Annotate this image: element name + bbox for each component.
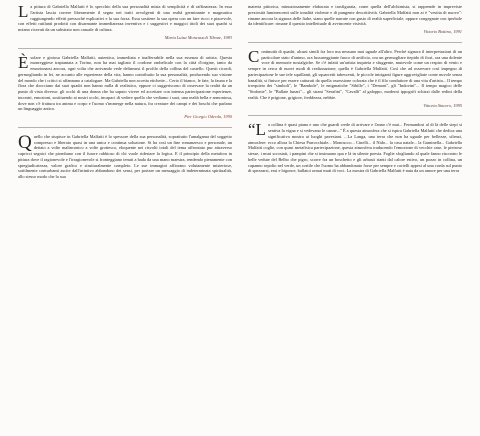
drop-cap: È — [18, 52, 29, 72]
paragraph-text: ontinuità di quadri, alcuni simili fra loro ma nessuno mai uguale all'altro. Perché signora il interpretazioni di un particolare stato d'animo, ora lussureggiante fuoco di artificio, ora un germogliare tiepido di fiori, ora una dolente voce di memorie nostalgiche. Se c'è infatti un'artista inquieta e sfuggente, mutevole come un respiro di vento e sempre in cerca di nuovi modi di realizzazione, quella è Gabriella Malfatti. Così che ad osservare così impegno di partecipazione le sue tele squillanti, gli squarcetti tabescenti, le piccole intriganti figure aggrovigliate come nuvole senza banalità, si finisce per essere catturati da quella ossessione colorata che è il filo conduttore di una vita d'artista... Il tempo irrequieto dei "simboli", le "Bambole", le enigmatiche "Sibille", i "Demoni", gli "Indovini"... Il tempo magico delle "Sinfonie", le "Ballate lunari"... gli strani "Serafini", "Cavalli" al galoppo, moderni ippogrifi schizzi dalle redini della realtà. Che è prigione, grigiore, freddezza, nebbie. — [248, 48, 462, 100]
left-column — [18, 4, 232, 187]
right-column — [248, 4, 462, 181]
drop-cap: Q — [18, 131, 32, 153]
paragraph — [18, 131, 232, 180]
paragraph — [248, 122, 462, 174]
text-section-4 — [248, 4, 462, 35]
author-signature: Vittoria Sincero, 1995 — [423, 102, 462, 108]
drop-cap: L — [18, 2, 29, 21]
paragraph — [248, 4, 462, 27]
divider — [18, 48, 232, 49]
author-signature: Maria Luisa Moncassoli Tibone, 1983 — [164, 34, 232, 40]
author-signature: Vittorio Bottino, 1991 — [423, 29, 462, 34]
paragraph-text: a pittura di Gabriella Malfatti è lo specchio della sua personalità mista di semplicità e di raffinatezza. In essa l'artista lascia correre liberamente il segno nei tratti avvolgenti di una realtà germinante e magmatica raggiungendo effetti pressoché esplicativi e la sua forza. Essa sostiene la sua opera con un fare ricco e piacevole, con effetti rutilanti prodotti con disarmante immediatezza inventiva e i suggestivi e maggici titoli dei suoi quadri si notano ricavati da un substrato non casuale di cultura. — [18, 4, 232, 32]
paragraph-text: uello che stupisce in Gabriella Malfatti è lo spessore della sua personalità, soprattutto l'amalgama del soggetto compresso e liberato quasi in una unica e continua soluzione. Si ha così un fine romanzesco e personale, un dettato a volte malinconico a volte grottesco, eloquente nei risvolti totali del tema affrontato pur attraverso capricci segnici che piombano con il furore rabbioso di chi vuole ridestare la logica. E il principio della metafora in pittura dove il ragionevole e l'irragionevole si fronteggiano tenuti a bada da una mano maestra, rendendo pienamente con spregiudicatezza, valore grafico e strutturalmente completo. Le sue immagini affiorano volutamente misteriose, sottilmente conturbanti ascite dall'istintivo abbandono dei sensi, per portare un messaggio di indeterminata spiritualità, allo stesso modo che la sua — [18, 133, 232, 179]
text-section-5 — [248, 46, 462, 109]
text-section-1 — [18, 4, 232, 41]
paragraph — [18, 52, 232, 113]
paragraph-text: solare e gioiosa Gabriella Malfatti, autentica, immediata e inafferrabile nella sua essenza di artista. Questa monreggiese trapiantata a Torino, non ha mai tagliato il cordone ombelicale con la città d'origine, tanto da emozionarsi ancora, ogni volta che arrivando vede delinearsi il profilo della collina del castello. Questi ricordi, germogliando in lei, ne accanto alle esperienze della vita, hanno contribuito la sua personalità, producendo suo visione del mondo che i critici si affannano a catalogare. Ma Gabriella non accetta etichette... Certo il bianco, le fate, la fauna e la flora che sbocciano dai suoi quadri non hanno nulla di realistico, eppure ci suggeriscono di osservare la realtà da un punto di vista diverso: gli occhi di una donna che ha saputo vivere ed accettare con intensa partecipazione esperienze, incontri, emozioni, sostituendo ai nostri occhi, incapaci di vedere quello che vediamo i suoi, una realtà bella e armoniosa, dove non c'è frattura tra anima e corpo e l'uomo s'immerge nella natura, fra creature dei campi e dei boschi che parlano un linguaggio antico. — [18, 54, 232, 112]
text-section-2 — [18, 52, 232, 120]
divider — [248, 42, 462, 43]
divider — [18, 127, 232, 128]
divider — [248, 115, 462, 116]
paragraph — [18, 4, 232, 33]
drop-cap: C — [248, 46, 260, 66]
paragraph-text: a collina è quasi piana e uno che guardi crede di arrivare e l'anno c'è mai... Fermandosi al di là delle siepi si sentiva la vigna e si vedevano le canne..." È a questa atmosfera che si ispira Gabriella Malfatti che dedica una significativa mostra ai luoghi pavesiani. ...La Langa, una terra che non ha uguale per bellezze, silenzi, atmosfere: ecco allora la Chiesa Parrocchiale... Moncucco... Cinelli... il Nido... la casa natale... la Gaminella... Gabriella Malfatti coglie, con quasi metafisica partecipazione, questa atmosfera traducendo l'emozione di vecchie case, le pietrose stesse, i muri scrostati, i pampini che si insinuano qua e là in silente poesia. Foglie sfogliando al quale fanno riscontro le belle vedute del Belbo che pigro, scorre fra un boschetto e gli arbusti rianti dal calore estivo, un pozzo in collina, un capanno sepolto nel verde, un cortile che l'uomo ha abbandonato forse per sempre e cortelli appesi al una corda sul punto di spezzarsi, essi e bigonce, ballatoi ormai muti di voci. La mostra di Gabriella Malfatti è nata da un amore per una terra — [248, 122, 462, 174]
paragraph — [248, 46, 462, 101]
text-section-6 — [248, 122, 462, 174]
author-signature: Pier Giorgio Oderda, 1990 — [184, 114, 232, 119]
text-section-3 — [18, 131, 232, 180]
paragraph-text: materia pittorica, minuziosamente elaborata e trasfigurata, come quella dell'alchimista, si rapprende in impreviste preziosità luminescenti sulle tonalità violente e di pungente descrittività. Gabriella Malfatti non ai è "vestita di nuovo": rimane ancora la signora delle fiabe, siano quelle narrate con gusto di realtà superficiale, oppure congegnate con iperbole da identificare: rimane il quesito intellettuale di avvincente visività. — [248, 4, 462, 27]
drop-cap: “L — [248, 120, 266, 140]
